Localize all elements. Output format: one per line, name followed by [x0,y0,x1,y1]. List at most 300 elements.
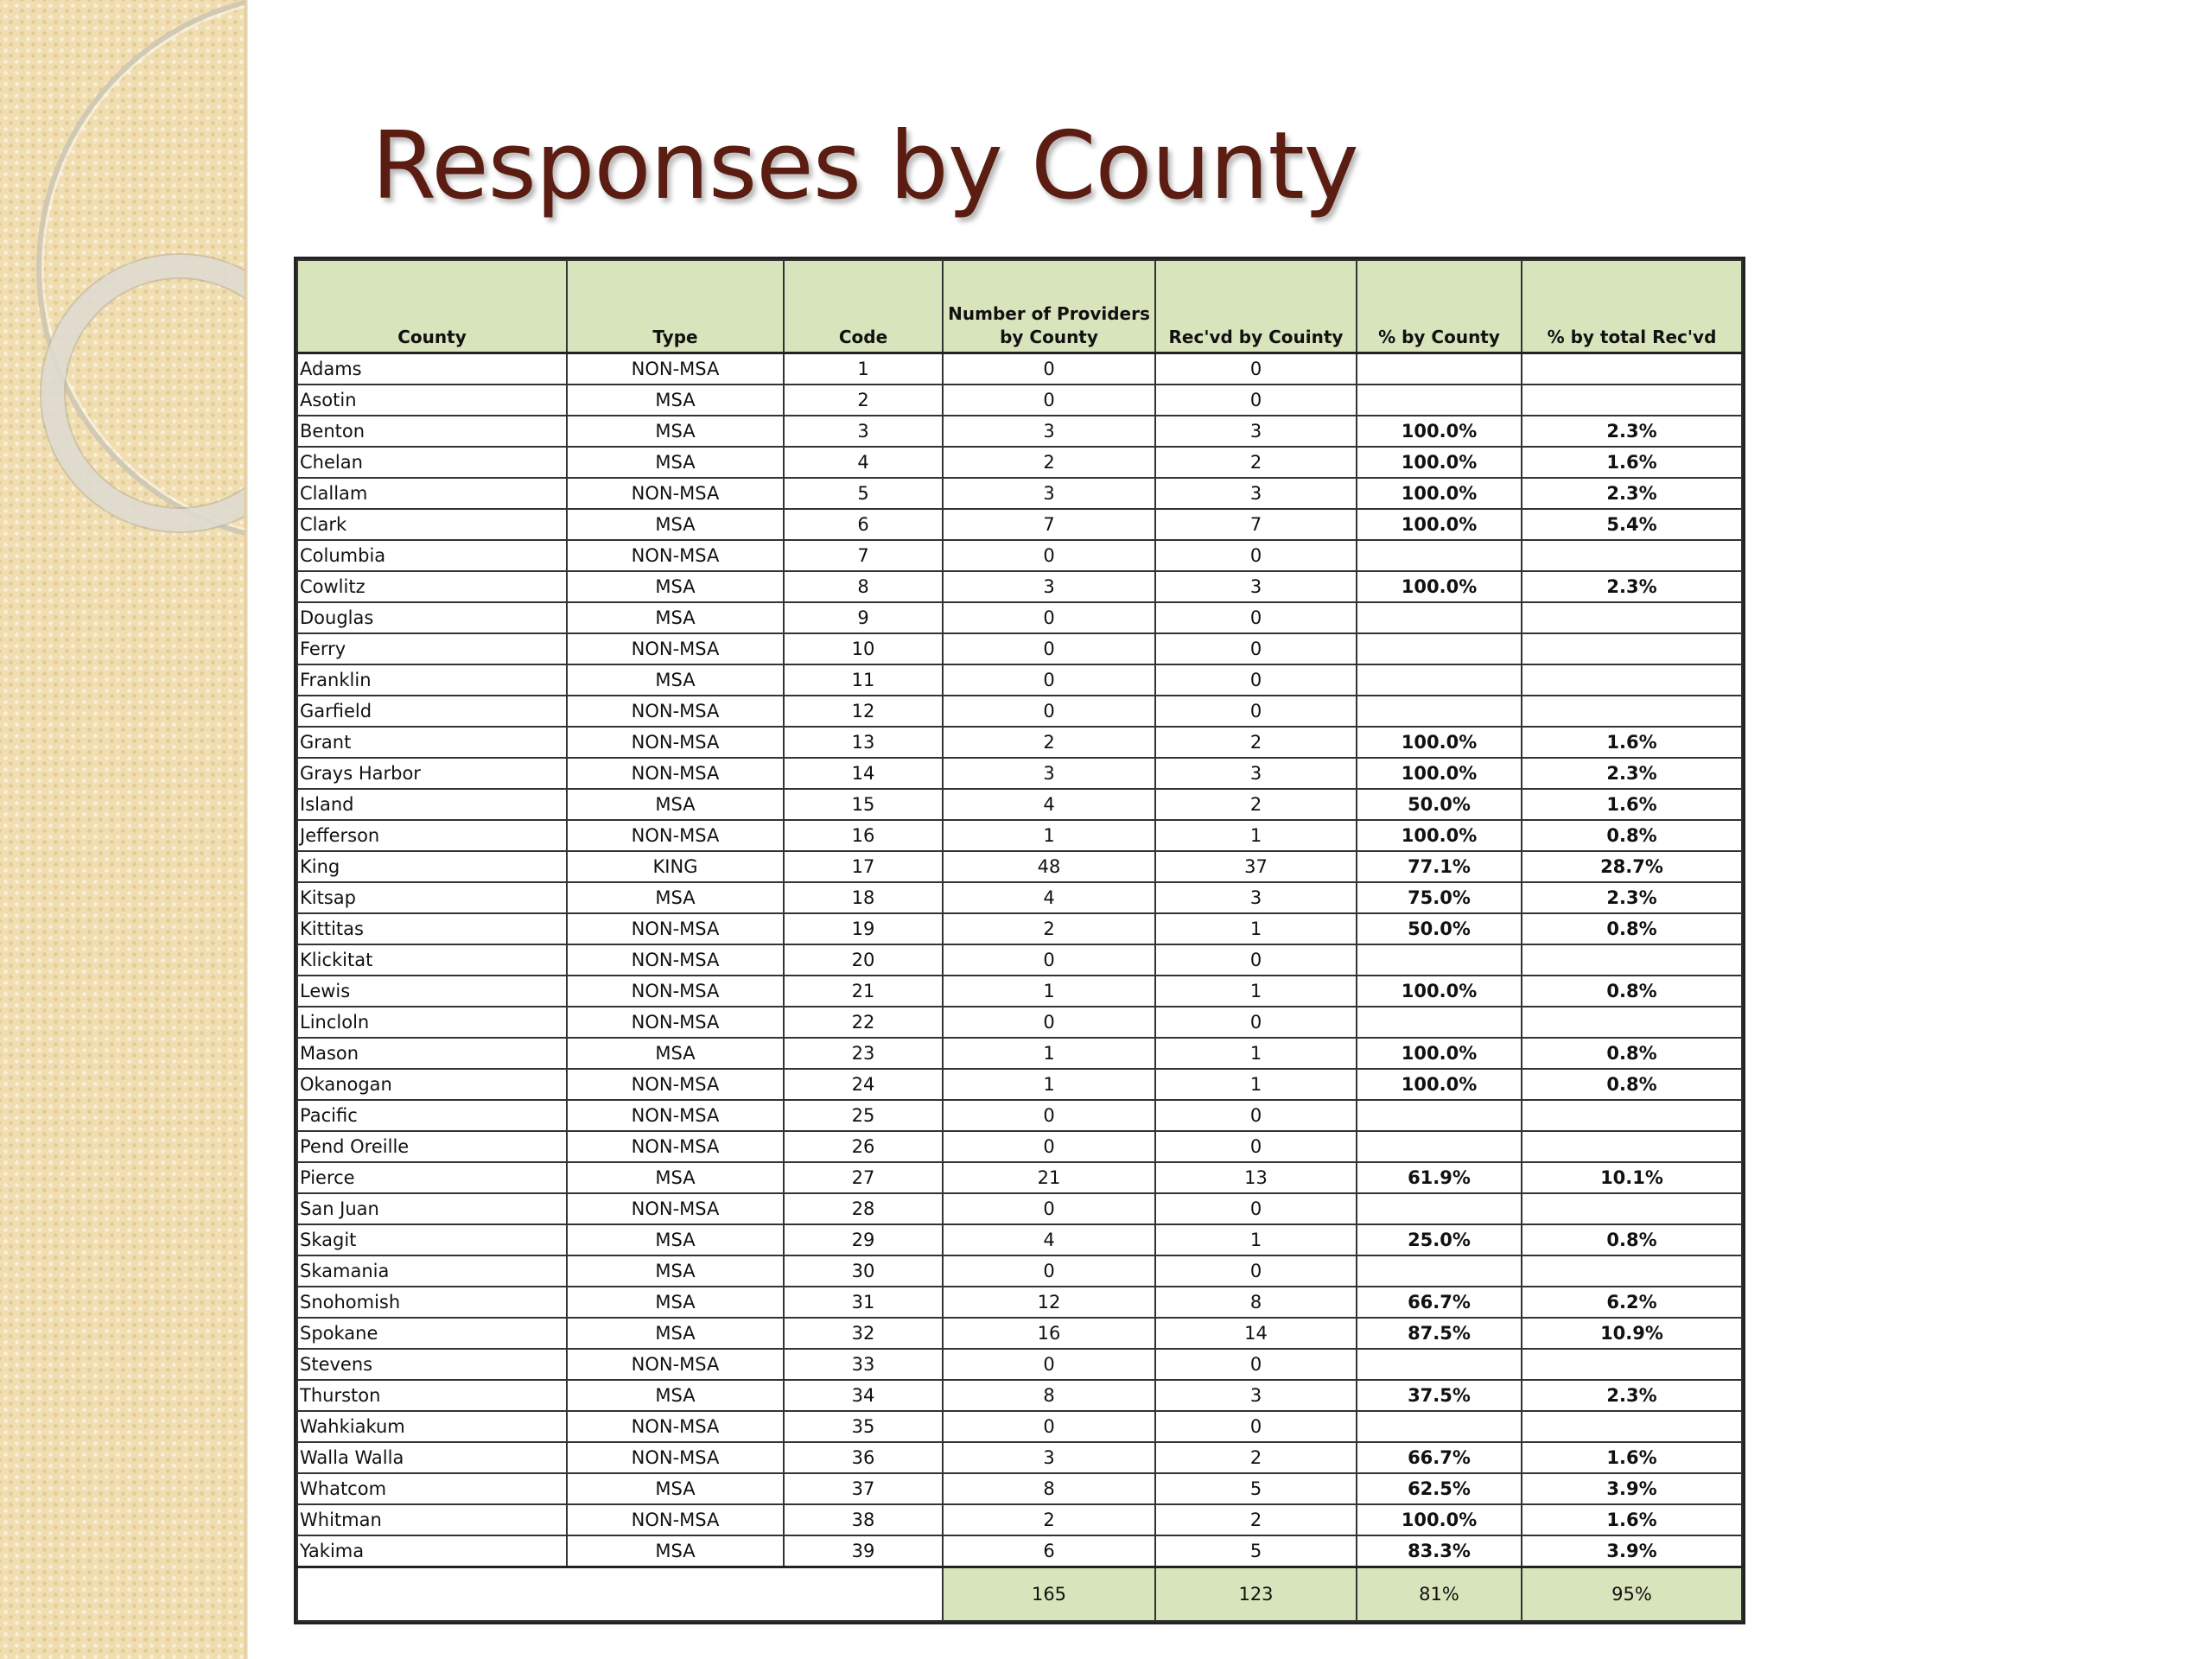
cell-pct-total: 28.7% [1522,851,1742,882]
cell-providers: 0 [943,1411,1155,1442]
cell-pct-total: 1.6% [1522,1442,1742,1473]
cell-pct-county: 100.0% [1357,1069,1522,1100]
cell-providers: 1 [943,1069,1155,1100]
cell-type: KING [567,851,784,882]
cell-pct-county: 100.0% [1357,820,1522,851]
cell-pct-county [1357,1193,1522,1224]
table-row [297,1038,1742,1069]
cell-county: Okanogan [297,1069,567,1100]
table-row [297,1349,1742,1380]
table-row [297,1255,1742,1287]
cell-providers: 3 [943,478,1155,509]
cell-pct-county: 100.0% [1357,727,1522,758]
cell-providers: 4 [943,789,1155,820]
cell-type: NON-MSA [567,758,784,789]
cell-recvd: 1 [1155,1069,1357,1100]
cell-providers: 0 [943,1007,1155,1038]
slide-title: Responses by County [372,112,1358,220]
cell-code: 30 [784,1255,943,1287]
cell-county: Garfield [297,696,567,727]
table-row [297,571,1742,602]
table-row [297,664,1742,696]
cell-recvd: 1 [1155,1224,1357,1255]
total-providers: 165 [943,1567,1155,1622]
cell-county: Wahkiakum [297,1411,567,1442]
cell-recvd: 0 [1155,1007,1357,1038]
cell-recvd: 7 [1155,509,1357,540]
table-row [297,944,1742,976]
cell-code: 32 [784,1318,943,1349]
cell-pct-county: 61.9% [1357,1162,1522,1193]
cell-type: NON-MSA [567,1193,784,1224]
cell-pct-county: 100.0% [1357,571,1522,602]
cell-pct-total [1522,1349,1742,1380]
header-providers-line1: Number of Providers [948,303,1150,324]
cell-pct-total: 2.3% [1522,882,1742,913]
cell-type: MSA [567,1473,784,1504]
cell-code: 1 [784,353,943,385]
cell-code: 28 [784,1193,943,1224]
cell-pct-total [1522,1007,1742,1038]
cell-recvd: 3 [1155,416,1357,447]
cell-code: 21 [784,976,943,1007]
cell-type: MSA [567,664,784,696]
cell-pct-total [1522,633,1742,664]
cell-type: MSA [567,1038,784,1069]
table-row [297,385,1742,416]
cell-providers: 4 [943,882,1155,913]
cell-pct-total: 1.6% [1522,447,1742,478]
cell-providers: 1 [943,1038,1155,1069]
table-row [297,851,1742,882]
cell-pct-county [1357,353,1522,385]
table-row [297,1162,1742,1193]
cell-county: Pierce [297,1162,567,1193]
cell-recvd: 5 [1155,1473,1357,1504]
cell-code: 20 [784,944,943,976]
cell-providers: 2 [943,727,1155,758]
cell-recvd: 0 [1155,696,1357,727]
cell-pct-total: 2.3% [1522,758,1742,789]
cell-county: Stevens [297,1349,567,1380]
county-table [294,257,1745,1624]
cell-code: 5 [784,478,943,509]
cell-type: NON-MSA [567,1442,784,1473]
cell-pct-county: 77.1% [1357,851,1522,882]
cell-providers: 4 [943,1224,1155,1255]
table-row [297,1442,1742,1473]
cell-type: MSA [567,509,784,540]
cell-pct-county [1357,602,1522,633]
cell-type: NON-MSA [567,633,784,664]
cell-code: 10 [784,633,943,664]
cell-type: MSA [567,447,784,478]
cell-providers: 7 [943,509,1155,540]
cell-type: MSA [567,571,784,602]
cell-code: 12 [784,696,943,727]
header-providers [943,260,1155,353]
cell-providers: 0 [943,353,1155,385]
cell-type: MSA [567,1255,784,1287]
header-code: Code [784,260,943,353]
cell-recvd: 1 [1155,913,1357,944]
cell-providers: 16 [943,1318,1155,1349]
cell-pct-county: 100.0% [1357,478,1522,509]
cell-code: 8 [784,571,943,602]
cell-code: 9 [784,602,943,633]
cell-providers: 1 [943,820,1155,851]
cell-recvd: 1 [1155,976,1357,1007]
table-row [297,976,1742,1007]
cell-providers: 8 [943,1473,1155,1504]
table-row [297,1131,1742,1162]
cell-code: 27 [784,1162,943,1193]
cell-pct-total: 3.9% [1522,1473,1742,1504]
cell-pct-county [1357,1100,1522,1131]
cell-code: 7 [784,540,943,571]
cell-pct-county: 100.0% [1357,758,1522,789]
cell-providers: 0 [943,540,1155,571]
cell-pct-total: 2.3% [1522,416,1742,447]
cell-recvd: 3 [1155,571,1357,602]
cell-providers: 2 [943,913,1155,944]
header-type: Type [567,260,784,353]
table-row [297,1287,1742,1318]
cell-pct-county: 87.5% [1357,1318,1522,1349]
cell-recvd: 3 [1155,882,1357,913]
table-row [297,727,1742,758]
cell-code: 17 [784,851,943,882]
cell-code: 14 [784,758,943,789]
cell-pct-total: 2.3% [1522,478,1742,509]
cell-recvd: 0 [1155,1131,1357,1162]
table-row [297,1380,1742,1411]
cell-pct-total: 0.8% [1522,1224,1742,1255]
cell-county: Skagit [297,1224,567,1255]
cell-recvd: 3 [1155,478,1357,509]
cell-pct-total: 0.8% [1522,1069,1742,1100]
cell-recvd: 0 [1155,1255,1357,1287]
cell-providers: 48 [943,851,1155,882]
cell-pct-county: 50.0% [1357,913,1522,944]
header-providers-line2: by County [1000,327,1098,347]
cell-pct-county: 100.0% [1357,416,1522,447]
cell-code: 6 [784,509,943,540]
cell-county: Spokane [297,1318,567,1349]
cell-pct-county [1357,1255,1522,1287]
header-pct-total: % by total Rec'vd [1522,260,1742,353]
cell-type: NON-MSA [567,820,784,851]
cell-recvd: 0 [1155,602,1357,633]
cell-providers: 0 [943,1100,1155,1131]
cell-code: 11 [784,664,943,696]
cell-pct-total [1522,1411,1742,1442]
cell-pct-county [1357,1411,1522,1442]
cell-recvd: 2 [1155,727,1357,758]
cell-code: 39 [784,1535,943,1567]
cell-providers: 0 [943,1131,1155,1162]
header-county: County [297,260,567,353]
cell-providers: 6 [943,1535,1155,1567]
cell-pct-county [1357,385,1522,416]
cell-providers: 3 [943,758,1155,789]
cell-code: 24 [784,1069,943,1100]
cell-pct-county: 62.5% [1357,1473,1522,1504]
cell-code: 13 [784,727,943,758]
table-row [297,1193,1742,1224]
cell-county: King [297,851,567,882]
cell-county: Kitsap [297,882,567,913]
cell-type: NON-MSA [567,540,784,571]
cell-pct-county: 100.0% [1357,1504,1522,1535]
cell-pct-total: 2.3% [1522,571,1742,602]
table-row [297,602,1742,633]
table-row [297,1411,1742,1442]
cell-type: MSA [567,1287,784,1318]
cell-pct-total: 2.3% [1522,1380,1742,1411]
table-body [297,353,1742,1567]
table-row [297,633,1742,664]
cell-county: Pend Oreille [297,1131,567,1162]
cell-pct-total [1522,1255,1742,1287]
cell-type: NON-MSA [567,1100,784,1131]
cell-code: 22 [784,1007,943,1038]
cell-county: Klickitat [297,944,567,976]
cell-county: Asotin [297,385,567,416]
cell-type: NON-MSA [567,1007,784,1038]
cell-type: NON-MSA [567,1504,784,1535]
cell-providers: 1 [943,976,1155,1007]
cell-pct-total [1522,1131,1742,1162]
cell-county: Douglas [297,602,567,633]
cell-recvd: 5 [1155,1535,1357,1567]
table-row [297,789,1742,820]
cell-type: MSA [567,1162,784,1193]
cell-code: 2 [784,385,943,416]
cell-pct-total [1522,696,1742,727]
header-pct-county: % by County [1357,260,1522,353]
totals-blank-cell [297,1567,943,1622]
cell-recvd: 3 [1155,758,1357,789]
cell-pct-county: 37.5% [1357,1380,1522,1411]
cell-pct-county [1357,1131,1522,1162]
header-row [297,260,1742,353]
cell-type: NON-MSA [567,1411,784,1442]
table-row [297,353,1742,385]
cell-recvd: 1 [1155,820,1357,851]
total-recvd: 123 [1155,1567,1357,1622]
cell-code: 3 [784,416,943,447]
cell-type: MSA [567,789,784,820]
table-row [297,1473,1742,1504]
cell-pct-total: 6.2% [1522,1287,1742,1318]
table-row [297,913,1742,944]
cell-pct-county: 66.7% [1357,1442,1522,1473]
cell-code: 29 [784,1224,943,1255]
cell-recvd: 0 [1155,1349,1357,1380]
cell-recvd: 0 [1155,1411,1357,1442]
cell-pct-county: 83.3% [1357,1535,1522,1567]
cell-type: NON-MSA [567,478,784,509]
cell-recvd: 8 [1155,1287,1357,1318]
totals-row [297,1567,1742,1622]
cell-type: NON-MSA [567,944,784,976]
cell-county: Lincloln [297,1007,567,1038]
cell-county: Benton [297,416,567,447]
cell-pct-total [1522,353,1742,385]
cell-recvd: 2 [1155,1504,1357,1535]
cell-type: NON-MSA [567,913,784,944]
cell-county: Whatcom [297,1473,567,1504]
cell-pct-total [1522,540,1742,571]
cell-county: Grant [297,727,567,758]
cell-providers: 0 [943,1349,1155,1380]
cell-pct-county: 100.0% [1357,509,1522,540]
table-row [297,820,1742,851]
table-row [297,758,1742,789]
table-row [297,1504,1742,1535]
table-header [297,260,1742,353]
cell-county: Lewis [297,976,567,1007]
cell-pct-total: 5.4% [1522,509,1742,540]
cell-type: NON-MSA [567,727,784,758]
cell-county: Ferry [297,633,567,664]
cell-pct-county [1357,1007,1522,1038]
cell-code: 23 [784,1038,943,1069]
cell-county: Walla Walla [297,1442,567,1473]
cell-county: Kittitas [297,913,567,944]
cell-pct-county [1357,696,1522,727]
cell-type: NON-MSA [567,1069,784,1100]
cell-recvd: 13 [1155,1162,1357,1193]
cell-providers: 0 [943,602,1155,633]
cell-providers: 0 [943,1193,1155,1224]
cell-providers: 0 [943,385,1155,416]
cell-pct-total: 0.8% [1522,1038,1742,1069]
cell-county: Franklin [297,664,567,696]
cell-county: Jefferson [297,820,567,851]
table-row [297,696,1742,727]
cell-code: 16 [784,820,943,851]
cell-providers: 3 [943,571,1155,602]
cell-county: Thurston [297,1380,567,1411]
cell-county: Chelan [297,447,567,478]
cell-county: Whitman [297,1504,567,1535]
cell-code: 15 [784,789,943,820]
cell-type: MSA [567,416,784,447]
table-row [297,1100,1742,1131]
cell-county: Island [297,789,567,820]
table-row [297,478,1742,509]
cell-county: Yakima [297,1535,567,1567]
cell-pct-total: 10.9% [1522,1318,1742,1349]
cell-county: Columbia [297,540,567,571]
cell-pct-total [1522,944,1742,976]
cell-recvd: 3 [1155,1380,1357,1411]
cell-recvd: 0 [1155,385,1357,416]
cell-code: 18 [784,882,943,913]
cell-providers: 3 [943,416,1155,447]
cell-recvd: 0 [1155,944,1357,976]
cell-pct-county [1357,944,1522,976]
cell-recvd: 2 [1155,447,1357,478]
cell-providers: 2 [943,447,1155,478]
cell-providers: 0 [943,696,1155,727]
cell-providers: 0 [943,664,1155,696]
cell-code: 25 [784,1100,943,1131]
cell-providers: 8 [943,1380,1155,1411]
cell-code: 35 [784,1411,943,1442]
cell-county: Clark [297,509,567,540]
cell-code: 19 [784,913,943,944]
cell-providers: 12 [943,1287,1155,1318]
cell-recvd: 1 [1155,1038,1357,1069]
cell-providers: 0 [943,944,1155,976]
cell-code: 36 [784,1442,943,1473]
cell-type: NON-MSA [567,1349,784,1380]
cell-pct-county: 75.0% [1357,882,1522,913]
cell-pct-county [1357,633,1522,664]
cell-code: 33 [784,1349,943,1380]
cell-type: NON-MSA [567,1131,784,1162]
cell-type: NON-MSA [567,353,784,385]
cell-pct-county: 66.7% [1357,1287,1522,1318]
cell-type: MSA [567,602,784,633]
cell-type: MSA [567,1224,784,1255]
table-row [297,1007,1742,1038]
cell-recvd: 0 [1155,1193,1357,1224]
cell-providers: 21 [943,1162,1155,1193]
cell-providers: 0 [943,633,1155,664]
table-row [297,1069,1742,1100]
cell-county: Grays Harbor [297,758,567,789]
cell-type: MSA [567,385,784,416]
cell-county: Pacific [297,1100,567,1131]
cell-type: MSA [567,882,784,913]
cell-pct-total: 0.8% [1522,820,1742,851]
table-row [297,509,1742,540]
cell-recvd: 14 [1155,1318,1357,1349]
cell-pct-county [1357,540,1522,571]
cell-pct-county: 100.0% [1357,447,1522,478]
table-row [297,447,1742,478]
cell-county: Cowlitz [297,571,567,602]
cell-providers: 3 [943,1442,1155,1473]
header-recvd: Rec'vd by Couinty [1155,260,1357,353]
cell-recvd: 0 [1155,664,1357,696]
cell-recvd: 0 [1155,540,1357,571]
table-row [297,416,1742,447]
table-row [297,540,1742,571]
decorative-sidebar [0,0,246,1659]
table-row [297,1318,1742,1349]
cell-type: MSA [567,1380,784,1411]
cell-pct-total [1522,1193,1742,1224]
cell-pct-total [1522,385,1742,416]
cell-pct-total: 10.1% [1522,1162,1742,1193]
cell-code: 37 [784,1473,943,1504]
cell-county: Snohomish [297,1287,567,1318]
cell-code: 31 [784,1287,943,1318]
cell-recvd: 0 [1155,633,1357,664]
cell-providers: 2 [943,1504,1155,1535]
cell-county: Mason [297,1038,567,1069]
cell-pct-county: 25.0% [1357,1224,1522,1255]
table-row [297,882,1742,913]
cell-code: 34 [784,1380,943,1411]
cell-recvd: 2 [1155,789,1357,820]
cell-county: Adams [297,353,567,385]
